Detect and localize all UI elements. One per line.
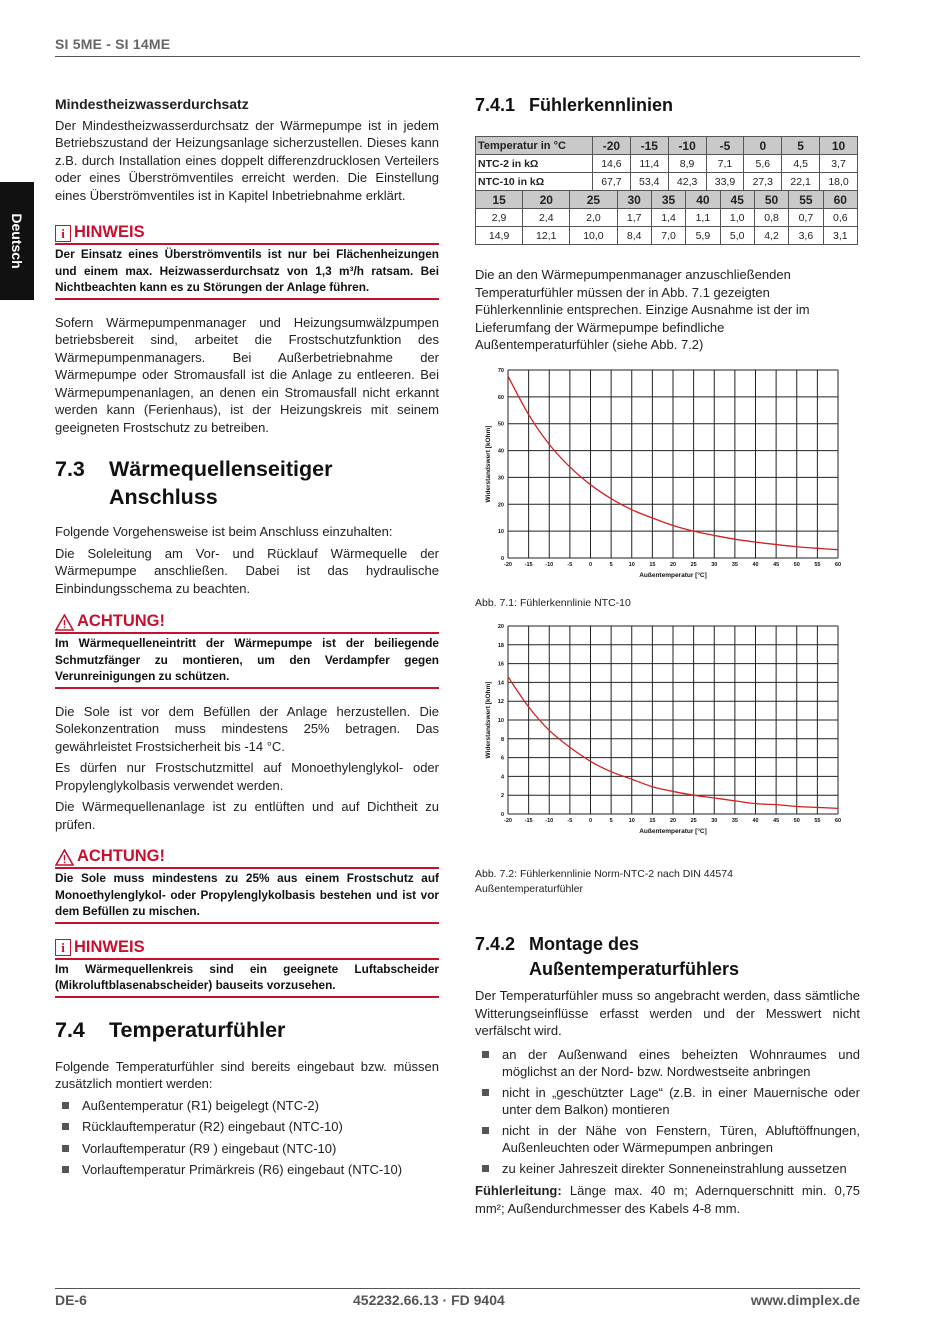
- table-cell: 40: [686, 191, 720, 209]
- table-cell: 0,8: [754, 209, 788, 227]
- paragraph: Die Soleleitung am Vor- und Rücklauf Wärmequelle der Wärmepumpe anschließen. Dabei ist das hydraulische Einbindungsschema zu beachten.: [55, 545, 439, 596]
- table-cell: 18,0: [820, 173, 858, 191]
- warning-title: ACHTUNG!: [77, 612, 165, 631]
- document-number: 452232.66.13 · FD 9404: [353, 1292, 505, 1308]
- notice-title: HINWEIS: [74, 223, 145, 242]
- x-tick-label: 5: [609, 818, 613, 824]
- y-tick-label: 14: [497, 680, 504, 687]
- list-item: nicht in „geschützter Lage“ (z.B. in einer Mauernische oder unter dem Balkon) montieren: [475, 1084, 860, 1119]
- y-tick-label: 40: [497, 448, 504, 455]
- section-number: 7.4.1: [475, 95, 516, 115]
- table-cell: 5,6: [744, 155, 782, 173]
- notice-air-separator: [55, 938, 439, 998]
- table-cell: 1,1: [686, 209, 720, 227]
- y-axis-label: Widerstandswert [kOhm]: [485, 425, 492, 503]
- info-icon: i: [55, 939, 71, 956]
- table-cell: 4,5: [782, 155, 820, 173]
- list-item: nicht in der Nähe von Fenstern, Türen, Abluftöffnungen, Außenleuchten oder Wärmepumpen anbringen: [475, 1122, 860, 1157]
- y-tick-label: 60: [497, 394, 504, 401]
- warning-dirt-trap: [55, 612, 439, 689]
- x-tick-label: -5: [567, 562, 573, 568]
- table-cell: 20: [523, 191, 570, 209]
- table-cell: 5,9: [686, 227, 720, 245]
- y-tick-label: 12: [497, 699, 504, 706]
- notice-overflow-valve: [55, 223, 439, 300]
- y-tick-label: 18: [497, 642, 504, 649]
- table-cell: 14,6: [593, 155, 631, 173]
- document-header: SI 5ME - SI 14ME: [55, 36, 171, 52]
- table-cell: 3,7: [820, 155, 858, 173]
- y-tick-label: 10: [497, 718, 504, 724]
- y-tick-label: 2: [500, 793, 504, 800]
- table-cell: 15: [476, 191, 523, 209]
- y-tick-label: 10: [497, 529, 504, 536]
- table-cell: 7,0: [651, 227, 685, 245]
- warning-brine-mix: [55, 847, 439, 924]
- warning-rule-bottom: [55, 922, 439, 924]
- min-flow-heading: Mindestheizwasserdurchsatz: [55, 96, 249, 112]
- table-cell: 4,2: [754, 227, 788, 245]
- table-cell: 30: [617, 191, 651, 209]
- language-tab-label: Deutsch: [9, 213, 25, 269]
- mounting-list: [475, 1046, 860, 1178]
- characteristic-table-top: [475, 136, 858, 245]
- figure-caption: [475, 867, 733, 897]
- table-cell: 35: [651, 191, 685, 209]
- section-7-4-heading: [55, 1016, 439, 1046]
- chart-ntc2: [480, 618, 850, 840]
- page-number: DE-6: [55, 1292, 87, 1308]
- y-tick-label: 16: [497, 661, 504, 668]
- section-number: 7.3: [55, 457, 85, 481]
- notice-text: Im Wärmequellenkreis sind ein geeignete Luftabscheider (Mikroluftblasenabscheider) bauseits vorzusehen.: [55, 961, 439, 992]
- table-row: [476, 137, 858, 155]
- table-cell: 45: [720, 191, 754, 209]
- section-title: Fühlerkennlinien: [529, 95, 674, 115]
- table-cell: 0,6: [823, 209, 857, 227]
- x-tick-label: 60: [834, 818, 842, 824]
- x-tick-label: 25: [690, 562, 697, 568]
- warning-icon: [55, 849, 74, 866]
- x-tick-label: 0: [588, 562, 593, 568]
- table-cell: 67,7: [593, 173, 631, 191]
- table-cell: NTC-2 in kΩ: [476, 155, 593, 173]
- section-7-4-1-heading: [475, 93, 860, 121]
- table-cell: 50: [754, 191, 788, 209]
- language-tab: [0, 182, 34, 300]
- y-tick-label: 8: [500, 736, 504, 743]
- list-item: an der Außenwand eines beheizten Wohnraumes und möglichst an der Nord- bzw. Nordwestseite anbringen: [475, 1046, 860, 1081]
- x-tick-label: 10: [628, 562, 635, 568]
- table-cell: 0,7: [789, 209, 823, 227]
- table-cell: 7,1: [706, 155, 744, 173]
- x-tick-label: -5: [567, 818, 573, 824]
- figure-caption-line1: Abb. 7.2: Fühlerkennlinie Norm-NTC-2 nach DIN 44574: [475, 868, 733, 880]
- table-cell: 5,0: [720, 227, 754, 245]
- y-axis-label: Widerstandswert [kOhm]: [485, 681, 492, 759]
- x-tick-label: 40: [752, 562, 759, 568]
- y-tick-label: 6: [500, 755, 504, 762]
- x-tick-label: 15: [649, 562, 656, 568]
- section-7-3-heading: [55, 455, 439, 511]
- x-tick-label: -10: [545, 562, 554, 568]
- x-tick-label: 40: [752, 818, 759, 824]
- table-cell: 14,9: [476, 227, 523, 245]
- x-tick-label: 30: [711, 562, 718, 568]
- sensor-list: [55, 1097, 439, 1179]
- warning-rule-bottom: [55, 687, 439, 689]
- section-number: 7.4.2: [475, 934, 516, 954]
- table-cell: 0: [744, 137, 782, 155]
- y-tick-label: 4: [500, 774, 504, 781]
- table-row: [476, 227, 858, 245]
- x-tick-label: -10: [545, 818, 554, 824]
- paragraph: Die Wärmequellenanlage ist zu entlüften und auf Dichtheit zu prüfen.: [55, 799, 439, 832]
- warning-text: Die Sole muss mindestens zu 25% aus einem Frostschutz auf Monoethylenglykol- oder Propylenglykolbasis bestehen und ist vor dem Befüllen zu mischen.: [55, 871, 439, 918]
- warning-text: Im Wärmequelleneintritt der Wärmepumpe ist der beiliegende Schmutzfänger zu montieren, um den Verdampfer gegen Verunreinigungen zu schützen.: [55, 636, 439, 683]
- x-tick-label: 50: [793, 818, 800, 824]
- paragraph: Die an den Wärmepumpenmanager anzuschließenden Temperaturfühler müssen der in Abb. 7.1 gezeigten Fühlerkennlinie entsprechen. Einzige Ausnahme ist der im Lieferumfang der Wärmepumpe befindliche Außentemperaturfühler (siehe Abb. 7.2): [475, 267, 810, 352]
- table-cell: 10: [820, 137, 858, 155]
- table-cell: 42,3: [668, 173, 706, 191]
- section-7-4-2-heading: [475, 932, 860, 982]
- cable-label: Fühlerleitung:: [475, 1183, 562, 1198]
- table-cell: 2,0: [570, 209, 617, 227]
- x-tick-label: 55: [814, 818, 821, 824]
- left-column: [55, 96, 439, 1179]
- table-cell: 12,1: [523, 227, 570, 245]
- y-tick-label: 0: [500, 812, 504, 818]
- table-cell: 1,7: [617, 209, 651, 227]
- y-tick-label: 20: [497, 502, 504, 509]
- table-cell: 1,4: [651, 209, 685, 227]
- table-row: [476, 155, 858, 173]
- paragraph: Die Sole ist vor dem Befüllen der Anlage herzustellen. Die Solekonzentration muss mindestens 25% betragen. Das gewährleistet Frostsicherheit bis -14 °C.: [55, 703, 439, 754]
- x-tick-label: 10: [628, 818, 635, 824]
- warning-title: ACHTUNG!: [77, 847, 165, 866]
- notice-text: Der Einsatz eines Überströmventils ist nur bei Flächenheizungen und einem max. Heizwasserdurchsatz von 1,3 m³/h ratsam. Bei Nichtbeachten kann es zu Störungen der Anlage führen.: [55, 247, 439, 294]
- table-cell: 11,4: [630, 155, 668, 173]
- list-item: Vorlauftemperatur Primärkreis (R6) eingebaut (NTC-10): [55, 1161, 439, 1179]
- y-tick-label: 20: [497, 624, 504, 630]
- table-cell: 3,1: [823, 227, 857, 245]
- x-tick-label: 5: [609, 562, 613, 568]
- table-cell: 10,0: [570, 227, 617, 245]
- x-tick-label: 15: [649, 818, 656, 824]
- mounting-text: [475, 987, 860, 1217]
- notice-title: HINWEIS: [74, 937, 145, 956]
- table-cell: -15: [630, 137, 668, 155]
- table-cell: -5: [706, 137, 744, 155]
- info-icon: i: [55, 225, 71, 242]
- list-item: Rücklauftemperatur (R2) eingebaut (NTC-10): [55, 1118, 439, 1136]
- x-tick-label: 60: [834, 562, 842, 568]
- table-cell: Temperatur in °C: [476, 137, 593, 155]
- table-cell: 25: [570, 191, 617, 209]
- header-rule: [55, 56, 860, 57]
- table-cell: 53,4: [630, 173, 668, 191]
- x-tick-label: 35: [731, 818, 738, 824]
- section-title: Montage des: [529, 934, 640, 954]
- table-row: [476, 191, 858, 209]
- section-title: Wärmequellenseitiger: [109, 457, 333, 481]
- paragraph: Der Temperaturfühler muss so angebracht werden, dass sämtliche Witterungseinflüsse erfasst werden und der Messwert nicht verfälscht wird.: [475, 988, 860, 1038]
- table-cell: 1,0: [720, 209, 754, 227]
- section-number: 7.4: [55, 1017, 85, 1042]
- x-axis-label: Außentemperatur [°C]: [639, 572, 707, 579]
- table-cell: 22,1: [782, 173, 820, 191]
- x-tick-label: 20: [669, 818, 677, 824]
- table-cell: 33,9: [706, 173, 744, 191]
- list-item: zu keiner Jahreszeit direkter Sonneneinstrahlung aussetzen: [475, 1160, 860, 1178]
- x-tick-label: 50: [793, 562, 800, 568]
- frost-protection-text: Sofern Wärmepumpenmanager und Heizungsumwälzpumpen betriebsbereit sind, arbeitet die Frostschutzfunktion des Wärmepumpenmanagers. Bei Außerbetriebnahme der Wärmepumpe oder Stromausfall ist die Anlage zu entleeren. Bei Wärmepumpenanlagen, an denen ein Stromausfall nicht erkannt werden kann (Ferienhaus), ist der Heizungskreis mit seinem geeigneten Frostschutz zu betreiben.: [55, 314, 439, 435]
- notice-rule-bottom: [55, 298, 439, 300]
- website-link[interactable]: www.dimplex.de: [750, 1292, 860, 1308]
- x-tick-label: 0: [588, 818, 593, 824]
- x-tick-label: 25: [690, 818, 697, 824]
- notice-rule-bottom: [55, 996, 439, 998]
- figure-caption-line2: Außentemperaturfühler: [475, 883, 583, 895]
- table-cell: 8,4: [617, 227, 651, 245]
- y-tick-label: 30: [497, 475, 504, 482]
- table-cell: 27,3: [744, 173, 782, 191]
- section-title-line2: Außentemperaturfühlers: [529, 959, 740, 979]
- y-tick-label: 70: [497, 368, 504, 374]
- footer-rule: [55, 1288, 860, 1289]
- table-cell: -10: [668, 137, 706, 155]
- list-item: Vorlauftemperatur (R9 ) eingebaut (NTC-10): [55, 1140, 439, 1158]
- paragraph: Es dürfen nur Frostschutzmittel auf Monoethylenglykol- oder Propylenglykolbasis verwendet werden.: [55, 760, 439, 793]
- table-cell: 60: [823, 191, 857, 209]
- x-axis-label: Außentemperatur [°C]: [639, 828, 707, 835]
- x-tick-label: -20: [504, 818, 512, 824]
- section-title: Temperaturfühler: [109, 1017, 286, 1042]
- x-tick-label: 55: [814, 562, 821, 568]
- table-row: [476, 209, 858, 227]
- cable-spec: [475, 1182, 860, 1217]
- table-cell: -20: [593, 137, 631, 155]
- x-tick-label: 45: [773, 562, 780, 568]
- x-tick-label: -20: [504, 562, 512, 568]
- chart-grid: [508, 370, 838, 558]
- x-tick-label: 45: [773, 818, 780, 824]
- list-item: Außentemperatur (R1) beigelegt (NTC-2): [55, 1097, 439, 1115]
- table-cell: 55: [789, 191, 823, 209]
- min-flow-text: Der Mindestheizwasserdurchsatz der Wärmepumpe ist in jedem Betriebszustand der Heizungsanlage sicherzustellen. Dieses kann z.B. durch Installation eines doppelt differenzdrucklosen Verteilers oder eines Überströmventiles erreicht werden. Die Einstellung eines Überströmventiles ist in Kapitel Inbetriebnahme erklärt.: [55, 117, 439, 203]
- section-title-line2: Anschluss: [109, 485, 218, 509]
- paragraph: Folgende Vorgehensweise ist beim Anschluss einzuhalten:: [55, 524, 393, 539]
- chart-ntc10: [480, 362, 850, 584]
- warning-icon: [55, 614, 74, 631]
- x-tick-label: 30: [711, 818, 718, 824]
- x-tick-label: 20: [669, 562, 677, 568]
- cable-text: Länge max. 40 m; Adernquerschnitt min. 0,75 mm²; Außendurchmesser des Kabels 4-8 mm.: [475, 1183, 860, 1216]
- figure-caption: Abb. 7.1: Fühlerkennlinie NTC-10: [475, 597, 631, 609]
- x-tick-label: -15: [524, 818, 533, 824]
- table-cell: 2,4: [523, 209, 570, 227]
- table-cell: 3,6: [789, 227, 823, 245]
- x-tick-label: -15: [524, 562, 533, 568]
- table-cell: 8,9: [668, 155, 706, 173]
- table-cell: 2,9: [476, 209, 523, 227]
- y-tick-label: 0: [500, 556, 504, 562]
- paragraph: Folgende Temperaturfühler sind bereits eingebaut bzw. müssen zusätzlich montiert werden:: [55, 1058, 439, 1091]
- sensor-note: [475, 266, 860, 354]
- table-row: [476, 173, 858, 191]
- x-tick-label: 35: [731, 562, 738, 568]
- y-tick-label: 50: [497, 421, 504, 428]
- chart-grid: [508, 626, 838, 814]
- table-cell: 5: [782, 137, 820, 155]
- table-cell: NTC-10 in kΩ: [476, 173, 593, 191]
